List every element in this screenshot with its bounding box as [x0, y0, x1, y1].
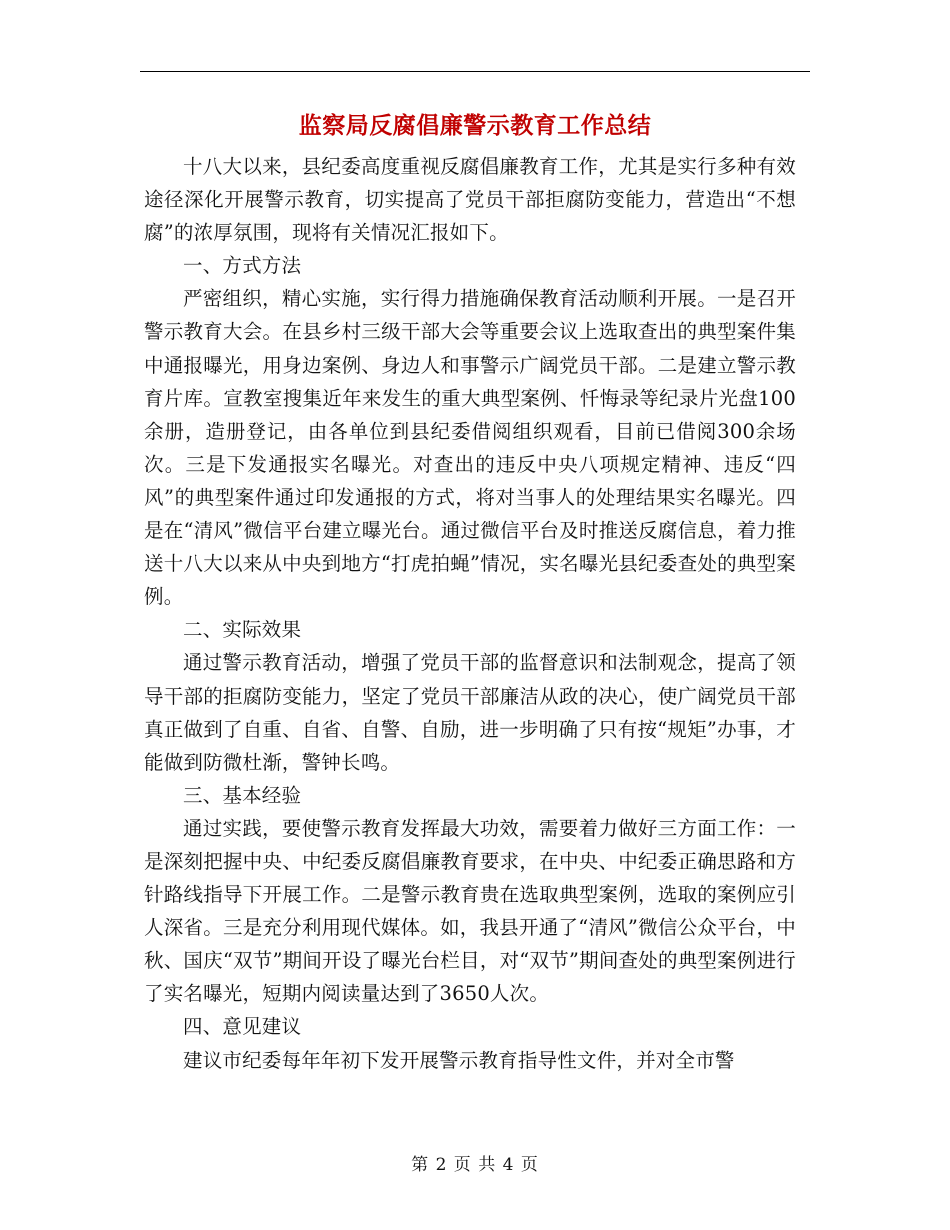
header-rule [140, 71, 810, 72]
section-heading-experience: 三、基本经验 [183, 783, 302, 807]
section-heading-methods: 一、方式方法 [183, 254, 302, 278]
document-title: 监察局反腐倡廉警示教育工作总结 [298, 112, 652, 139]
document-body [144, 150, 796, 1077]
page-footer: 第 2 页 共 4 页 [411, 1155, 539, 1175]
paragraph-suggestions: 建议市纪委每年年初下发开展警示教育指导性文件，并对全市警 [183, 1048, 735, 1072]
paragraph-methods: 严密组织，精心实施，实行得力措施确保教育活动顺利开展。一是召开警示教育大会。在县乡村三级干部大会等重要会议上选取查出的典型案件集中通报曝光，用身边案例、身边人和事警示广阔党员干部。二是建立警示教育片库。宣教室搜集近年来发生的重大典型案例、忏悔录等纪录片光盘100余册，造册登记，由各单位到县纪委借阅组织观看，目前已借阅300余场次。三是下发通报实名曝光。对查出的违反中央八项规定精神、违反“四风”的典型案件通过印发通报的方式，将对当事人的处理结果实名曝光。四是在“清风”微信平台建立曝光台。通过微信平台及时推送反腐信息，着力推送十八大以来从中央到地方“打虎拍蝇”情况，实名曝光县纪委查处的典型案例。 [144, 287, 796, 609]
section-heading-suggestions: 四、意见建议 [183, 1015, 302, 1039]
paragraph-effects: 通过警示教育活动，增强了党员干部的监督意识和法制观念，提高了领导干部的拒腐防变能力，坚定了党员干部廉洁从政的决心，使广阔党员干部真正做到了自重、自省、自警、自励，进一步明确了只有按“规矩”办事，才能做到防微杜渐，警钟长鸣。 [144, 651, 796, 774]
paragraph-intro: 十八大以来，县纪委高度重视反腐倡廉教育工作，尤其是实行多种有效途径深化开展警示教育，切实提高了党员干部拒腐防变能力，营造出“不想腐”的浓厚氛围，现将有关情况汇报如下。 [144, 155, 796, 245]
paragraph-experience: 通过实践，要使警示教育发挥最大功效，需要着力做好三方面工作：一是深刻把握中央、中纪委反腐倡廉教育要求，在中央、中纪委正确思路和方针路线指导下开展工作。二是警示教育贵在选取典型案例，选取的案例应引人深省。三是充分利用现代媒体。如，我县开通了“清风”微信公众平台，中秋、国庆“双节”期间开设了曝光台栏目，对“双节”期间查处的典型案例进行了实名曝光，短期内阅读量达到了3650人次。 [144, 816, 796, 1006]
section-heading-effects: 二、实际效果 [183, 618, 302, 642]
